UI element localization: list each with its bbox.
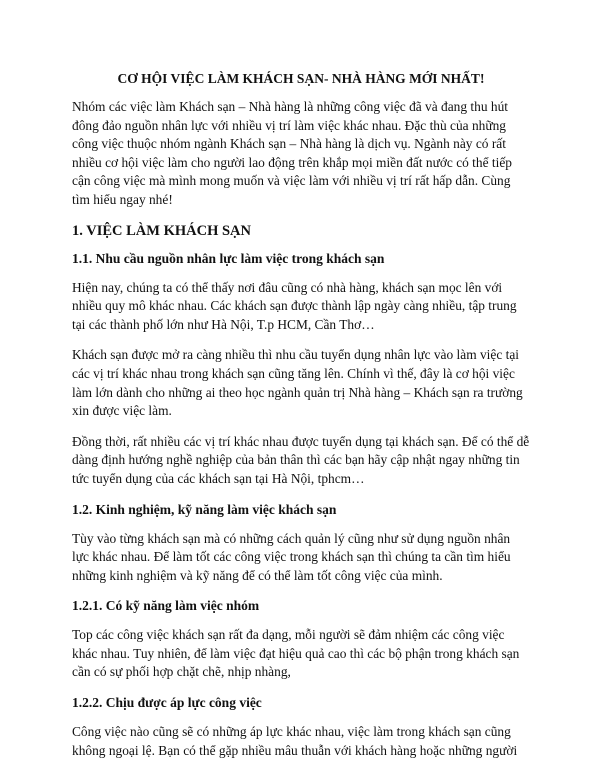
section-1-1-paragraph: Đồng thời, rất nhiều các vị trí khác nhau được tuyển dụng tại khách sạn. Để có thể dễ dàng định hướng nghề nghiệp của bản thân thì các bạn hãy cập nhật ngay những tin tức tuyển dụng của các khách sạn tại Hà Nội, tphcm… — [72, 433, 530, 486]
section-1-2-1-heading: 1.2.1. Có kỹ năng làm việc nhóm — [72, 598, 260, 614]
section-1-2-paragraph: Tùy vào từng khách sạn mà có những cách quản lý cũng như sử dụng nguồn nhân lực khác nhau. Để làm tốt các công việc trong khách sạn thì chúng ta cần tìm hiểu những kinh nghiệm và kỹ năng để có thể làm tốt công việc của mình. — [72, 530, 511, 583]
section-1-2-1-paragraph: Top các công việc khách sạn rất đa dạng, mỗi người sẽ đảm nhiệm các công việc khác nhau. Tuy nhiên, để làm việc đạt hiệu quả cao thì các bộ phận trong khách sạn cần có sự phối hợp chặt chẽ, nhịp nhàng, — [72, 627, 520, 680]
section-1-1-heading: 1.1. Nhu cầu nguồn nhân lực làm việc trong khách sạn — [72, 250, 385, 266]
document-page — [72, 70, 530, 772]
section-1-heading: 1. VIỆC LÀM KHÁCH SẠN — [72, 222, 251, 239]
section-1-2-heading: 1.2. Kinh nghiệm, kỹ năng làm việc khách sạn — [72, 501, 337, 517]
intro-paragraph: Nhóm các việc làm Khách sạn – Nhà hàng là những công việc đã và đang thu hút đông đảo nguồn nhân lực với nhiều vị trí làm việc khác nhau. Đặc thù của những công việc thuộc nhóm ngành Khách sạn – Nhà hàng là dịch vụ. Ngành này có rất nhiều cơ hội việc làm cho người lao động trên khắp mọi miền đất nước có thể tiếp cận công việc mà mình mong muốn và việc làm với nhiều vị trí rất hấp dẫn. Cùng tìm hiểu ngay nhé! — [72, 99, 512, 207]
section-1-2-2-paragraph: Công việc nào cũng sẽ có những áp lực khác nhau, việc làm trong khách sạn cũng không ngoại lệ. Bạn có thể gặp nhiều mâu thuẫn với khách hàng hoặc những người — [72, 724, 518, 758]
section-1-1-paragraph: Hiện nay, chúng ta có thể thấy nơi đâu cũng có nhà hàng, khách sạn mọc lên với nhiều quy mô khác nhau. Các khách sạn được thành lập ngày càng nhiều, tập trung tại các thành phố lớn như Hà Nội, T.p HCM, Cần Thơ… — [72, 279, 517, 332]
section-1-2-2-heading: 1.2.2. Chịu được áp lực công việc — [72, 695, 262, 711]
document-title: CƠ HỘI VIỆC LÀM KHÁCH SẠN- NHÀ HÀNG MỚI NHẤT! — [117, 71, 485, 86]
section-1-1-paragraph: Khách sạn được mở ra càng nhiều thì nhu cầu tuyển dụng nhân lực vào làm việc tại các vị trí khác nhau trong khách sạn cũng tăng lên. Chính vì thế, đây là cơ hội việc làm lớn dành cho những ai theo học ngành quản trị Nhà hàng – Khách sạn ra trường xin được việc làm. — [72, 347, 523, 419]
